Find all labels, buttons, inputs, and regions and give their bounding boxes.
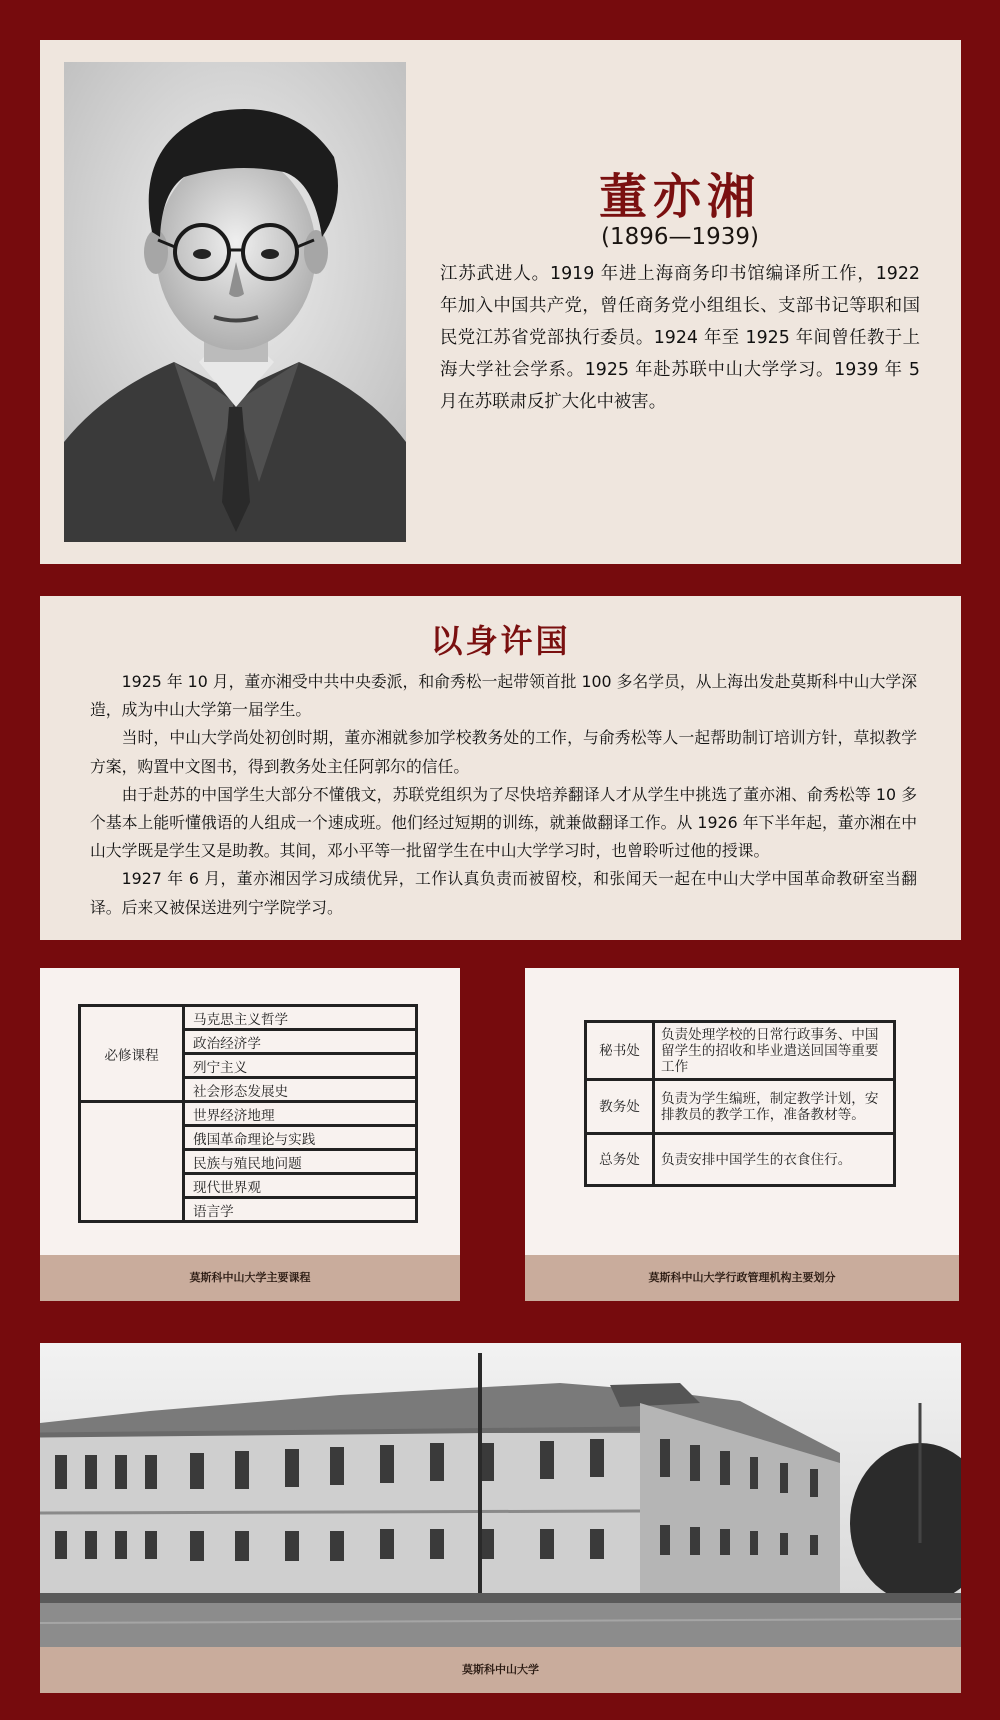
course-category: 必修课程 [80,1006,184,1102]
story-body [90,668,917,922]
dept-desc: 负责处理学校的日常行政事务、中国留学生的招收和毕业遣送回国等重要工作 [654,1022,895,1080]
courses-caption: 莫斯科中山大学主要课程 [40,1255,460,1301]
courses-card [40,968,460,1301]
portrait-photo [64,62,406,542]
course-category-empty [80,1102,184,1222]
table-row [586,1022,895,1080]
story-title: 以身许国 [430,622,571,660]
bio-text: 江苏武进人。1919 年进上海商务印书馆编译所工作，1922 年加入中国共产党，曾任商务党小组组长、支部书记等职和国民党江苏省党部执行委员。1924 年至 1925 年间曾任教于上海大学社会学系。1925 年赴苏联中山大学学习。1939 年 5 月在苏联肃反扩大化中被害。 [440,264,920,412]
story-paragraph: 由于赴苏的中国学生大部分不懂俄文，苏联党组织为了尽快培养翻译人才从学生中挑选了董亦湘、俞秀松等 10 多个基本上能听懂俄语的人组成一个速成班。他们经过短期的训练，就兼做翻译工作。从 1926 年下半年起，董亦湘在中山大学既是学生又是助教。其间，邓小平等一批留学生在中山大学学习时，也曾聆听过他的授课。 [90,784,917,861]
portrait-illustration [64,62,406,542]
photo-caption: 莫斯科中山大学 [40,1647,961,1693]
dept-name: 秘书处 [586,1022,654,1080]
person-name: 董亦湘 [598,169,761,225]
story-paragraph: 1925 年 10 月，董亦湘受中共中央委派，和俞秀松一起带领首批 100 多名学员，从上海出发赴莫斯科中山大学深造，成为中山大学第一届学生。 [90,672,917,720]
dept-desc: 负责安排中国学生的衣食住行。 [654,1134,895,1186]
building-photo [40,1343,961,1647]
course-item: 现代世界观 [184,1174,417,1198]
table-row [586,1134,895,1186]
course-item: 社会形态发展史 [184,1078,417,1102]
story-paragraph: 1927 年 6 月，董亦湘因学习成绩优异，工作认真负责而被留校，和张闻天一起在中山大学中国革命教研室当翻译。后来又被保送进列宁学院学习。 [90,869,917,917]
dept-name: 教务处 [586,1080,654,1134]
dept-name: 总务处 [586,1134,654,1186]
table-row [80,1102,417,1126]
course-item: 马克思主义哲学 [184,1006,417,1030]
course-item: 语言学 [184,1198,417,1222]
course-item: 列宁主义 [184,1054,417,1078]
building-photo-panel [40,1343,961,1693]
dept-desc: 负责为学生编班，制定教学计划，安排教员的教学工作，准备教材等。 [654,1080,895,1134]
admin-card [525,968,959,1301]
courses-table [78,1004,418,1223]
admin-caption: 莫斯科中山大学行政管理机构主要划分 [525,1255,959,1301]
course-item: 世界经济地理 [184,1102,417,1126]
story-paragraph: 当时，中山大学尚处初创时期，董亦湘就参加学校教务处的工作，与俞秀松等人一起帮助制订培训方针，草拟教学方案，购置中文图书，得到教务处主任阿郭尔的信任。 [90,728,917,776]
person-years: (1896—1939) [600,224,759,250]
story-panel [40,596,961,940]
course-item: 俄国革命理论与实践 [184,1126,417,1150]
bio-panel [40,40,961,564]
table-row [80,1006,417,1030]
course-item: 民族与殖民地问题 [184,1150,417,1174]
table-row [586,1080,895,1134]
admin-table [584,1020,896,1187]
course-item: 政治经济学 [184,1030,417,1054]
